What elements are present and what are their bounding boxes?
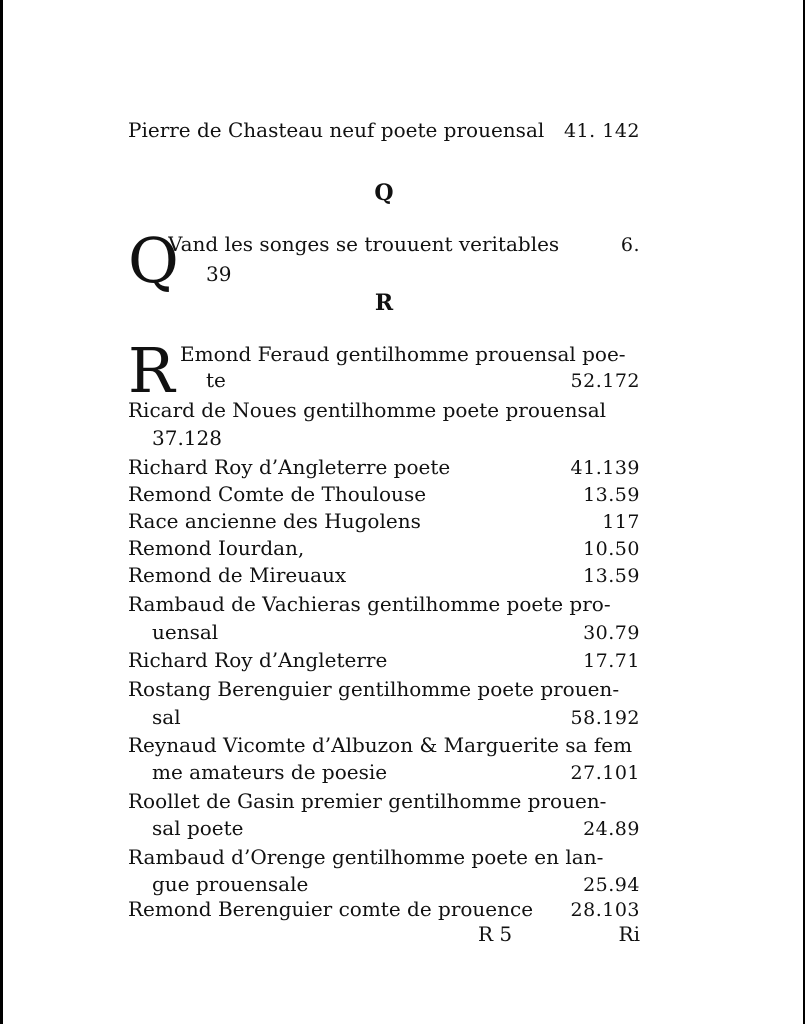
entry-text: Rambaud de Vachieras gentilhomme poete pro- (128, 592, 611, 616)
entry-line (128, 620, 640, 645)
entry-ref: 41.139 (570, 457, 640, 479)
entry-text: Remond de Mireuaux (128, 563, 347, 587)
entry-line (128, 705, 640, 730)
entry-ref: 13.59 (583, 484, 640, 506)
entry-text: uensal (152, 620, 219, 644)
signature-mark: R 5 (478, 922, 513, 946)
entry-text: sal poete (152, 816, 244, 840)
section-letter-q: Q (374, 180, 394, 206)
entry-line (128, 648, 640, 673)
entry-text: Race ancienne des Hugolens (128, 509, 421, 533)
entry-ref: 28.103 (570, 899, 640, 921)
entry-line (128, 536, 640, 561)
entry-text: Rostang Berenguier gentilhomme poete prouen- (128, 677, 620, 701)
entry-text: me amateurs de poesie (152, 760, 388, 784)
entry-ref: 27.101 (570, 762, 640, 784)
entry-line (128, 455, 640, 480)
entry-line (128, 816, 640, 841)
entry-line (128, 118, 640, 143)
scan-border-left (0, 0, 3, 1024)
entry-line (128, 845, 640, 869)
entry-text: Richard Roy d’Angleterre (128, 648, 388, 672)
entry-line (128, 760, 640, 785)
entry-text: gue prouensale (152, 872, 309, 896)
entry-text: Remond Berenguier comte de prouence (128, 897, 534, 921)
entry-line (128, 426, 640, 450)
dropcap-r: R (128, 334, 175, 407)
entry-line (128, 789, 640, 813)
entry-text: Roollet de Gasin premier gentilhomme prouen- (128, 789, 607, 813)
entry-text: te (206, 368, 226, 392)
entry-text: 39 (206, 262, 232, 286)
dropcap-q: Q (128, 224, 179, 297)
entry-text: Pierre de Chasteau neuf poete prouensal (128, 118, 545, 142)
entry-line (128, 563, 640, 588)
entry-ref: 10.50 (583, 538, 640, 560)
entry-ref: 6. (620, 234, 640, 256)
entry-line (128, 262, 640, 286)
entry-text: Vand les songes se trouuent veritables (168, 232, 560, 256)
entry-text: sal (152, 705, 181, 729)
entry-text: Ricard de Noues gentilhomme poete prouensal (128, 398, 607, 422)
entry-ref: 52.172 (570, 370, 640, 392)
entry-ref: 58.192 (570, 707, 640, 729)
entry-line (128, 677, 640, 701)
entry-line (128, 897, 640, 922)
section-letter-r: R (374, 290, 394, 316)
entry-ref: 24.89 (583, 818, 640, 840)
entry-line (128, 872, 640, 897)
entry-ref: 13.59 (583, 565, 640, 587)
entry-line (128, 342, 640, 366)
entry-text: Emond Feraud gentilhomme prouensal poe- (180, 342, 626, 366)
entry-line (128, 482, 640, 507)
entry-text: Remond Comte de Thoulouse (128, 482, 427, 506)
entry-line (128, 398, 640, 422)
entry-line (128, 733, 640, 757)
entry-ref: 30.79 (583, 622, 640, 644)
entry-text: Richard Roy d’Angleterre poete (128, 455, 451, 479)
entry-text: Reynaud Vicomte d’Albuzon & Marguerite sa fem (128, 733, 633, 757)
entry-line (128, 232, 640, 257)
entry-ref: 117 (602, 511, 640, 533)
entry-text: Rambaud d’Orenge gentilhomme poete en lan- (128, 845, 604, 869)
entry-line (128, 509, 640, 534)
entry-ref: 41. 142 (563, 120, 640, 142)
entry-line (128, 368, 640, 393)
catchword: Ri (618, 922, 640, 946)
entry-text: Remond Iourdan, (128, 536, 305, 560)
entry-text: 37.128 (152, 426, 222, 450)
entry-ref: 17.71 (583, 650, 640, 672)
book-page (128, 0, 640, 1024)
entry-line (128, 592, 640, 616)
entry-ref: 25.94 (583, 874, 640, 896)
